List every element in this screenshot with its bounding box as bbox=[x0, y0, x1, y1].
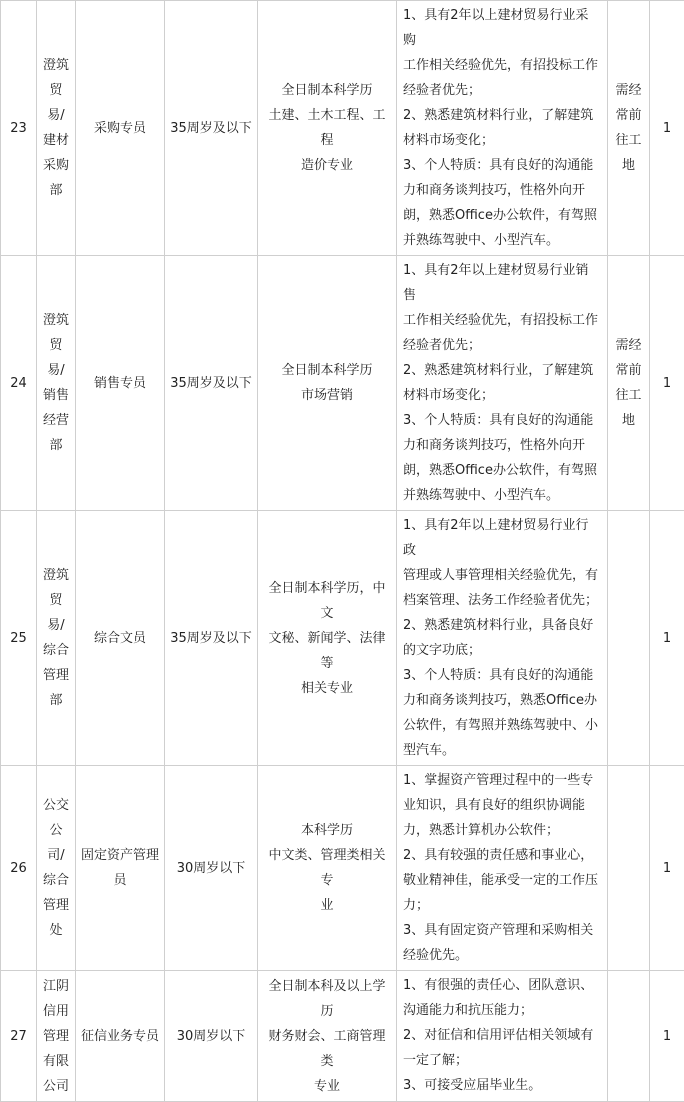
requirement-line: 力和商务谈判技巧，性格外向开 bbox=[403, 178, 601, 203]
row-number: 25 bbox=[1, 511, 37, 766]
position-cell: 综合文员 bbox=[76, 511, 165, 766]
department-line: 部 bbox=[42, 688, 70, 713]
education-line: 土建、土木工程、工程 bbox=[263, 103, 391, 153]
requirement-line: 并熟练驾驶中、小型汽车。 bbox=[403, 228, 601, 253]
requirements-cell bbox=[397, 256, 608, 511]
requirement-line: 3、个人特质：具有良好的沟通能 bbox=[403, 663, 601, 688]
requirement-line: 工作相关经验优先，有招投标工作 bbox=[403, 53, 601, 78]
education-line: 市场营销 bbox=[263, 383, 391, 408]
education-line: 相关专业 bbox=[263, 676, 391, 701]
requirement-line: 力； bbox=[403, 893, 601, 918]
education-line: 全日制本科学历 bbox=[263, 78, 391, 103]
note-cell bbox=[608, 971, 650, 1102]
requirements-cell bbox=[397, 1, 608, 256]
requirement-line: 1、具有2年以上建材贸易行业行政 bbox=[403, 513, 601, 563]
requirement-line: 3、具有固定资产管理和采购相关 bbox=[403, 918, 601, 943]
department-line: 澄筑 bbox=[42, 308, 70, 333]
note-line: 地 bbox=[613, 408, 644, 433]
department-line: 采购 bbox=[42, 153, 70, 178]
requirement-line: 敬业精神佳，能承受一定的工作压 bbox=[403, 868, 601, 893]
requirement-line: 1、具有2年以上建材贸易行业销售 bbox=[403, 258, 601, 308]
headcount-cell: 1 bbox=[650, 256, 684, 511]
note-line: 往工 bbox=[613, 128, 644, 153]
requirement-line: 的文字功底； bbox=[403, 638, 601, 663]
requirements-cell bbox=[397, 766, 608, 971]
position-cell: 固定资产管理员 bbox=[76, 766, 165, 971]
department-cell bbox=[37, 1, 76, 256]
education-cell bbox=[258, 766, 397, 971]
position-cell: 采购专员 bbox=[76, 1, 165, 256]
requirement-line: 经验优先。 bbox=[403, 943, 601, 968]
education-line: 业 bbox=[263, 893, 391, 918]
education-cell bbox=[258, 971, 397, 1102]
education-line: 文秘、新闻学、法律等 bbox=[263, 626, 391, 676]
requirement-line: 力和商务谈判技巧，性格外向开 bbox=[403, 433, 601, 458]
requirement-line: 3、可接受应届毕业生。 bbox=[403, 1073, 601, 1098]
department-line: 澄筑 bbox=[42, 53, 70, 78]
department-line: 贸 bbox=[42, 78, 70, 103]
requirement-line: 1、掌握资产管理过程中的一些专 bbox=[403, 768, 601, 793]
department-cell bbox=[37, 971, 76, 1102]
requirement-line: 3、个人特质：具有良好的沟通能 bbox=[403, 408, 601, 433]
requirement-line: 力，熟悉计算机办公软件； bbox=[403, 818, 601, 843]
note-line: 需经 bbox=[613, 333, 644, 358]
department-line: 易/ bbox=[42, 613, 70, 638]
note-line: 常前 bbox=[613, 358, 644, 383]
requirement-line: 档案管理、法务工作经验者优先； bbox=[403, 588, 601, 613]
note-cell bbox=[608, 256, 650, 511]
requirement-line: 沟通能力和抗压能力； bbox=[403, 998, 601, 1023]
requirement-line: 型汽车。 bbox=[403, 738, 601, 763]
department-line: 司/ bbox=[42, 843, 70, 868]
department-cell bbox=[37, 766, 76, 971]
table-row bbox=[1, 766, 684, 971]
requirement-line: 1、有很强的责任心、团队意识、 bbox=[403, 973, 601, 998]
row-number: 27 bbox=[1, 971, 37, 1102]
department-line: 综合 bbox=[42, 638, 70, 663]
department-line: 公 bbox=[42, 818, 70, 843]
requirement-line: 经验者优先； bbox=[403, 78, 601, 103]
department-line: 部 bbox=[42, 178, 70, 203]
note-cell bbox=[608, 511, 650, 766]
department-line: 综合 bbox=[42, 868, 70, 893]
table-row bbox=[1, 256, 684, 511]
requirement-line: 管理或人事管理相关经验优先，有 bbox=[403, 563, 601, 588]
age-cell: 35周岁及以下 bbox=[165, 256, 258, 511]
requirement-line: 3、个人特质：具有良好的沟通能 bbox=[403, 153, 601, 178]
requirement-line: 2、熟悉建筑材料行业，了解建筑 bbox=[403, 103, 601, 128]
headcount-cell: 1 bbox=[650, 1, 684, 256]
note-line: 常前 bbox=[613, 103, 644, 128]
position-cell: 征信业务专员 bbox=[76, 971, 165, 1102]
department-line: 易/ bbox=[42, 103, 70, 128]
table-row bbox=[1, 971, 684, 1102]
requirement-line: 力和商务谈判技巧，熟悉Office办 bbox=[403, 688, 601, 713]
requirement-line: 朗，熟悉Office办公软件，有驾照 bbox=[403, 203, 601, 228]
requirements-cell bbox=[397, 971, 608, 1102]
department-line: 有限 bbox=[42, 1049, 70, 1074]
requirement-line: 工作相关经验优先，有招投标工作 bbox=[403, 308, 601, 333]
row-number: 24 bbox=[1, 256, 37, 511]
department-line: 建材 bbox=[42, 128, 70, 153]
education-line: 本科学历 bbox=[263, 818, 391, 843]
department-line: 贸 bbox=[42, 333, 70, 358]
requirement-line: 并熟练驾驶中、小型汽车。 bbox=[403, 483, 601, 508]
note-line: 往工 bbox=[613, 383, 644, 408]
education-cell bbox=[258, 1, 397, 256]
age-cell: 30周岁以下 bbox=[165, 971, 258, 1102]
department-line: 贸 bbox=[42, 588, 70, 613]
job-table-body bbox=[1, 1, 684, 1102]
department-line: 信用 bbox=[42, 999, 70, 1024]
note-line: 需经 bbox=[613, 78, 644, 103]
row-number: 23 bbox=[1, 1, 37, 256]
requirement-line: 朗，熟悉Office办公软件，有驾照 bbox=[403, 458, 601, 483]
department-line: 公司 bbox=[42, 1074, 70, 1099]
headcount-cell: 1 bbox=[650, 971, 684, 1102]
note-cell bbox=[608, 1, 650, 256]
requirement-line: 1、具有2年以上建材贸易行业采购 bbox=[403, 3, 601, 53]
requirement-line: 2、对征信和信用评估相关领域有 bbox=[403, 1023, 601, 1048]
position-cell: 销售专员 bbox=[76, 256, 165, 511]
department-line: 经营 bbox=[42, 408, 70, 433]
education-line: 全日制本科学历，中文 bbox=[263, 576, 391, 626]
table-row bbox=[1, 511, 684, 766]
note-line: 地 bbox=[613, 153, 644, 178]
department-line: 管理 bbox=[42, 1024, 70, 1049]
education-cell bbox=[258, 511, 397, 766]
department-line: 销售 bbox=[42, 383, 70, 408]
education-line: 造价专业 bbox=[263, 153, 391, 178]
department-line: 管理 bbox=[42, 893, 70, 918]
department-line: 澄筑 bbox=[42, 563, 70, 588]
education-cell bbox=[258, 256, 397, 511]
requirement-line: 2、具有较强的责任感和事业心， bbox=[403, 843, 601, 868]
department-line: 部 bbox=[42, 433, 70, 458]
department-cell bbox=[37, 256, 76, 511]
age-cell: 35周岁及以下 bbox=[165, 1, 258, 256]
education-line: 全日制本科学历 bbox=[263, 358, 391, 383]
department-line: 易/ bbox=[42, 358, 70, 383]
headcount-cell: 1 bbox=[650, 766, 684, 971]
requirement-line: 材料市场变化； bbox=[403, 128, 601, 153]
requirement-line: 公软件，有驾照并熟练驾驶中、小 bbox=[403, 713, 601, 738]
requirement-line: 经验者优先； bbox=[403, 333, 601, 358]
department-line: 处 bbox=[42, 918, 70, 943]
education-line: 专业 bbox=[263, 1074, 391, 1099]
department-line: 江阴 bbox=[42, 974, 70, 999]
education-line: 中文类、管理类相关专 bbox=[263, 843, 391, 893]
education-line: 财务财会、工商管理类 bbox=[263, 1024, 391, 1074]
table-row bbox=[1, 1, 684, 256]
requirement-line: 一定了解； bbox=[403, 1048, 601, 1073]
education-line: 全日制本科及以上学历 bbox=[263, 974, 391, 1024]
department-cell bbox=[37, 511, 76, 766]
requirement-line: 2、熟悉建筑材料行业，了解建筑 bbox=[403, 358, 601, 383]
note-cell bbox=[608, 766, 650, 971]
age-cell: 35周岁及以下 bbox=[165, 511, 258, 766]
requirement-line: 业知识，具有良好的组织协调能 bbox=[403, 793, 601, 818]
headcount-cell: 1 bbox=[650, 511, 684, 766]
department-line: 管理 bbox=[42, 663, 70, 688]
requirement-line: 材料市场变化； bbox=[403, 383, 601, 408]
age-cell: 30周岁以下 bbox=[165, 766, 258, 971]
requirement-line: 2、熟悉建筑材料行业，具备良好 bbox=[403, 613, 601, 638]
requirements-cell bbox=[397, 511, 608, 766]
row-number: 26 bbox=[1, 766, 37, 971]
department-line: 公交 bbox=[42, 793, 70, 818]
